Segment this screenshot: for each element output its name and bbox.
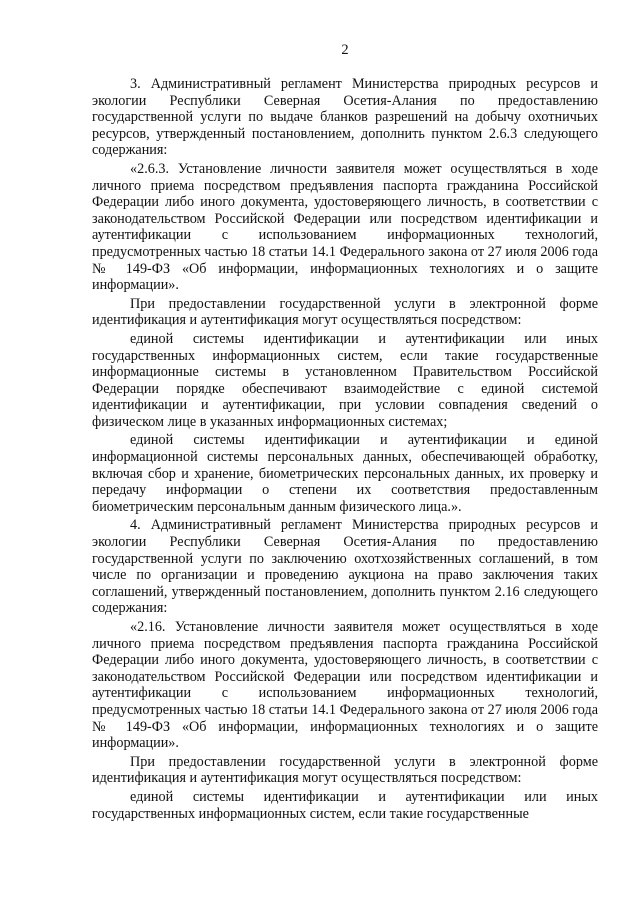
paragraph-esia-option-2: единой системы идентификации и аутентификации или иных государственных информационных систем, если такие государственные [92,788,598,822]
paragraph-item-3-intro: 3. Административный регламент Министерства природных ресурсов и экологии Республики Северная Осетия-Алания по предоставлению государственной услуги по выдаче бланков разрешений на добычу охотничьих ресурсов, утвержденный постановлением, дополнить пунктом 2.6.3 следующего содержания: [92,76,598,159]
page-number: 2 [341,42,349,58]
paragraph-clause-2-6-3: «2.6.3. Установление личности заявителя может осуществляться в ходе личного приема посредством предъявления паспорта гражданина Российской Федерации либо иного документа, удостоверяющего личность, в соответствии с законодательством Российской Федерации или посредством идентификации и аутентификации с использованием информационных технологий, предусмотренных частью 18 статьи 14.1 Федерального закона от 27 июля 2006 года № 149-ФЗ «Об информации, информационных технологиях и о защите информации». [92,160,598,294]
paragraph-biometric-option: единой системы идентификации и аутентификации и единой информационной системы персональных данных, обеспечивающей обработку, включая сбор и хранение, биометрических персональных данных, их проверку и передачу информации о степени их соответствия предоставленным биометрическим персональным данным физического лица.». [92,432,598,515]
document-body [92,76,598,822]
paragraph-esia-option: единой системы идентификации и аутентификации или иных государственных информационных систем, если такие государственные информационные системы в установленном Правительством Российской Федерации порядке обеспечивают взаимодействие с единой системой идентификации и аутентификации, при условии совпадения сведений о физическом лице в указанных информационных системах; [92,330,598,430]
paragraph-clause-2-16: «2.16. Установление личности заявителя может осуществляться в ходе личного приема посредством предъявления паспорта гражданина Российской Федерации либо иного документа, удостоверяющего личность, в соответствии с законодательством Российской Федерации или посредством идентификации и аутентификации с использованием информационных технологий, предусмотренных частью 18 статьи 14.1 Федерального закона от 27 июля 2006 года № 149-ФЗ «Об информации, информационных технологиях и о защите информации». [92,619,598,752]
paragraph-electronic-form: При предоставлении государственной услуги в электронной форме идентификация и аутентификация могут осуществляться посредством: [92,295,598,329]
paragraph-electronic-form-2: При предоставлении государственной услуги в электронной форме идентификация и аутентификация могут осуществляться посредством: [92,753,598,787]
paragraph-item-4-intro: 4. Административный регламент Министерства природных ресурсов и экологии Республики Северная Осетия-Алания по предоставлению государственной услуги по заключению охотхозяйственных соглашений, в том числе по организации и проведению аукциона на право заключения таких соглашений, утвержденный постановлением, дополнить пунктом 2.16 следующего содержания: [92,517,598,617]
